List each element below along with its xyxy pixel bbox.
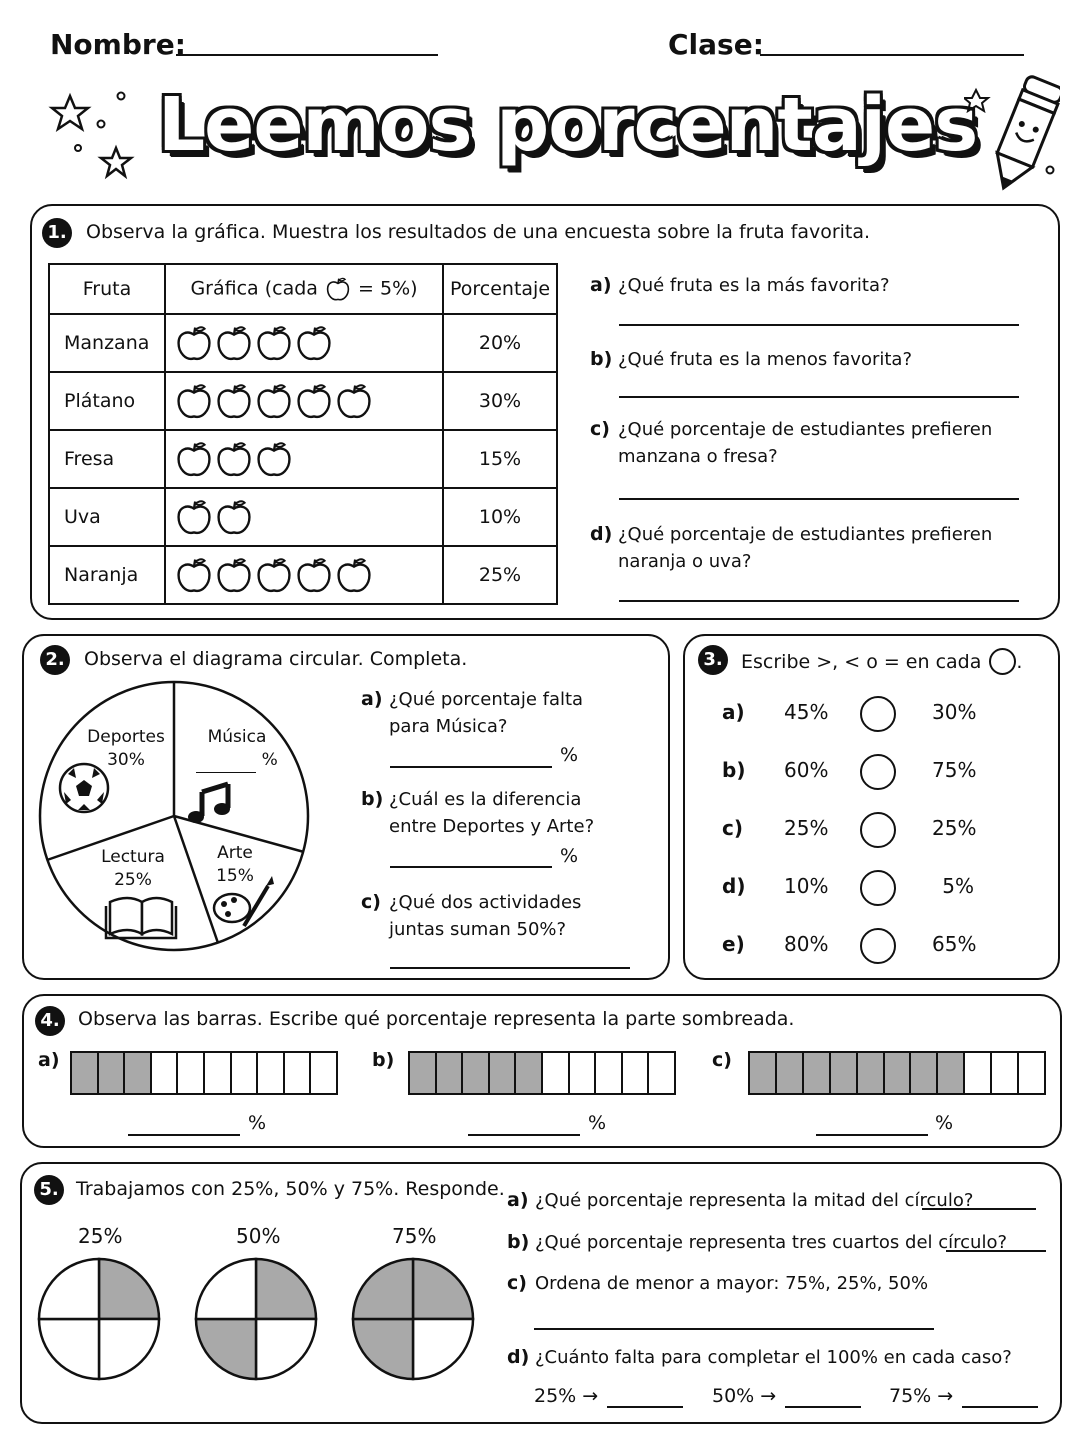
section-3-number: 3. xyxy=(698,645,728,675)
bar-cell-shaded xyxy=(463,1053,490,1093)
comparison-left-value: 25% xyxy=(784,816,829,840)
table-row xyxy=(49,372,557,430)
answer-line-4b[interactable] xyxy=(468,1134,580,1136)
table-row xyxy=(49,314,557,372)
question-letter: d) xyxy=(507,1346,530,1368)
comparison-letter: c) xyxy=(722,816,743,840)
bar-cell xyxy=(285,1053,312,1093)
apple-icon xyxy=(216,324,252,362)
apple-icon xyxy=(256,440,292,478)
bar-cell xyxy=(232,1053,259,1093)
bar-cell-shaded xyxy=(885,1053,912,1093)
bar-letter-c: c) xyxy=(712,1049,732,1071)
complete-25: 25% → xyxy=(534,1385,599,1407)
s2-question-a xyxy=(361,686,589,740)
bar-letter-b: b) xyxy=(372,1049,395,1071)
comparison-letter: e) xyxy=(722,932,745,956)
comparison-left-value: 45% xyxy=(784,700,829,724)
comparison-right-value: 5% xyxy=(942,874,974,898)
answer-line-5c[interactable] xyxy=(534,1328,934,1330)
comparison-right-value: 75% xyxy=(932,758,977,782)
comparison-answer-circle[interactable] xyxy=(860,928,896,964)
pie-slice-label: Música xyxy=(207,727,267,747)
pie-slice-value: 25% xyxy=(114,870,152,890)
answer-line-5d-50[interactable] xyxy=(785,1406,861,1408)
question-letter: a) xyxy=(590,274,612,296)
section-1-instruction: Observa la gráfica. Muestra los resultados de una encuesta sobre la fruta favorita. xyxy=(86,221,871,243)
header-graph xyxy=(165,264,443,314)
bar-b xyxy=(408,1051,676,1095)
apple-key-icon xyxy=(326,276,350,302)
circle-label-75: 75% xyxy=(392,1224,437,1248)
bar-cell xyxy=(1019,1053,1044,1093)
question-text: ¿Qué dos actividades juntas suman 50%? xyxy=(389,892,582,940)
quadrant-shaded xyxy=(196,1319,256,1379)
bar-cell xyxy=(596,1053,623,1093)
quadrant-shaded xyxy=(353,1319,413,1379)
answer-line-4c[interactable] xyxy=(816,1134,928,1136)
musica-answer-blank[interactable] xyxy=(196,749,256,773)
pie-chart xyxy=(38,680,312,954)
comparison-letter: d) xyxy=(722,874,746,898)
class-label: Clase: xyxy=(668,28,764,61)
bar-cell-shaded xyxy=(938,1053,965,1093)
circle-symbol-icon xyxy=(989,648,1016,675)
unit-4a: % xyxy=(248,1112,267,1134)
section-4-number: 4. xyxy=(35,1006,65,1036)
bar-cell-shaded xyxy=(777,1053,804,1093)
fruit-percent: 30% xyxy=(443,372,557,430)
pie-label-lectura xyxy=(96,846,170,892)
page-title: Leemos porcentajes xyxy=(158,82,978,168)
header-percent: Porcentaje xyxy=(443,264,557,314)
question-text: ¿Qué fruta es la menos favorita? xyxy=(618,349,913,370)
pie-slice-label: Arte xyxy=(217,843,253,863)
apple-icon xyxy=(256,382,292,420)
bar-cell-shaded xyxy=(858,1053,885,1093)
quadrant xyxy=(39,1259,99,1319)
unit-2b: % xyxy=(560,845,579,867)
fraction-circle-25 xyxy=(36,1256,162,1382)
s5-question-a xyxy=(507,1187,973,1214)
comparison-answer-circle[interactable] xyxy=(860,870,896,906)
apple-icon xyxy=(296,382,332,420)
comparison-left-value: 10% xyxy=(784,874,829,898)
fruit-percent: 10% xyxy=(443,488,557,546)
quadrant xyxy=(39,1319,99,1379)
fraction-circle-50 xyxy=(193,1256,319,1382)
answer-line-2c[interactable] xyxy=(390,967,630,969)
apple-icon xyxy=(176,382,212,420)
apple-icons xyxy=(165,546,443,604)
bar-cell-shaded xyxy=(490,1053,517,1093)
book-icon xyxy=(106,898,176,938)
bar-letter-a: a) xyxy=(38,1049,60,1071)
pie-label-arte xyxy=(208,842,262,888)
question-letter: a) xyxy=(361,688,383,710)
fruit-name: Uva xyxy=(49,488,165,546)
quadrant-shaded xyxy=(413,1259,473,1319)
apple-icon xyxy=(176,440,212,478)
s5-question-b xyxy=(507,1229,1007,1256)
bar-cell xyxy=(570,1053,597,1093)
question-letter: c) xyxy=(361,891,381,913)
fruit-percent: 20% xyxy=(443,314,557,372)
circle-label-50: 50% xyxy=(236,1224,281,1248)
apple-icon xyxy=(296,556,332,594)
question-text: ¿Cuál es la diferencia entre Deportes y Arte? xyxy=(389,789,595,837)
answer-line-4a[interactable] xyxy=(128,1134,240,1136)
answer-line-1b[interactable] xyxy=(619,396,1019,398)
apple-icons xyxy=(165,430,443,488)
s2-question-b xyxy=(361,786,609,840)
fruit-name: Fresa xyxy=(49,430,165,488)
pie-label-deportes xyxy=(78,726,174,772)
apple-icon xyxy=(176,556,212,594)
section-1-number: 1. xyxy=(42,218,72,248)
bar-a xyxy=(70,1051,338,1095)
bar-cell xyxy=(178,1053,205,1093)
answer-line-2b[interactable] xyxy=(390,866,552,868)
fruit-name: Manzana xyxy=(49,314,165,372)
pie-slice-value: 30% xyxy=(107,750,145,770)
bar-cell xyxy=(311,1053,336,1093)
question-text: ¿Qué porcentaje representa tres cuartos del círculo? xyxy=(535,1232,1008,1253)
bar-cell-shaded xyxy=(831,1053,858,1093)
answer-line-1c[interactable] xyxy=(619,498,1019,500)
bar-cell xyxy=(258,1053,285,1093)
question-text: ¿Qué fruta es la más favorita? xyxy=(618,275,890,296)
apple-icon xyxy=(296,324,332,362)
section-2-instruction: Observa el diagrama circular. Completa. xyxy=(84,648,468,670)
stars-decoration-icon xyxy=(48,88,158,188)
fruit-percent: 25% xyxy=(443,546,557,604)
pie-slice-value: % xyxy=(261,750,278,770)
fraction-circle-75 xyxy=(350,1256,476,1382)
complete-75: 75% → xyxy=(889,1385,954,1407)
complete-50: 50% → xyxy=(712,1385,777,1407)
answer-line-1d[interactable] xyxy=(619,600,1019,602)
quadrant-shaded xyxy=(353,1259,413,1319)
answer-line-5d-75[interactable] xyxy=(962,1406,1038,1408)
s1-question-d xyxy=(590,521,1020,575)
question-text: ¿Qué porcentaje falta para Música? xyxy=(389,689,584,737)
bar-cell-shaded xyxy=(125,1053,152,1093)
table-row xyxy=(49,430,557,488)
answer-line-5d-25[interactable] xyxy=(607,1406,683,1408)
name-label: Nombre: xyxy=(50,28,186,61)
unit-4b: % xyxy=(588,1112,607,1134)
pie-slice-label: Lectura xyxy=(101,847,165,867)
s2-question-c xyxy=(361,889,589,943)
bar-cell-shaded xyxy=(516,1053,543,1093)
quadrant-shaded xyxy=(99,1259,159,1319)
apple-icon xyxy=(216,556,252,594)
table-row xyxy=(49,488,557,546)
comparison-answer-circle[interactable] xyxy=(860,812,896,848)
bar-cell xyxy=(649,1053,674,1093)
quadrant xyxy=(99,1319,159,1379)
bar-cell xyxy=(992,1053,1019,1093)
quadrant xyxy=(413,1319,473,1379)
question-letter: b) xyxy=(590,348,613,370)
question-letter: c) xyxy=(507,1272,527,1294)
question-text: Ordena de menor a mayor: 75%, 25%, 50% xyxy=(535,1273,929,1294)
unit-4c: % xyxy=(935,1112,954,1134)
question-text: ¿Qué porcentaje de estudiantes prefieren naranja o uva? xyxy=(618,524,993,572)
apple-icon xyxy=(336,382,372,420)
question-text: ¿Cuánto falta para completar el 100% en cada caso? xyxy=(535,1347,1012,1368)
quadrant xyxy=(196,1259,256,1319)
bar-cell-shaded xyxy=(750,1053,777,1093)
pie-slice-answer xyxy=(192,749,282,773)
apple-icons xyxy=(165,372,443,430)
header-graph-label: Gráfica (cada xyxy=(190,277,318,300)
instruction-text: Escribe >, < o = en cada xyxy=(741,650,982,673)
pictograph-table xyxy=(48,263,558,605)
section-2-number: 2. xyxy=(40,645,70,675)
apple-icon xyxy=(256,324,292,362)
section-3-instruction xyxy=(741,648,1022,675)
answer-line-2a[interactable] xyxy=(390,766,552,768)
apple-icon xyxy=(216,498,252,536)
bar-cell-shaded xyxy=(911,1053,938,1093)
s5-question-c xyxy=(507,1270,928,1297)
comparison-answer-circle[interactable] xyxy=(860,754,896,790)
question-letter: a) xyxy=(507,1189,529,1211)
apple-icon xyxy=(216,382,252,420)
bar-cell xyxy=(152,1053,179,1093)
apple-icon xyxy=(256,556,292,594)
bar-c xyxy=(748,1051,1046,1095)
comparison-letter: b) xyxy=(722,758,746,782)
pie-slice-label: Deportes xyxy=(87,727,165,747)
answer-line-5b[interactable] xyxy=(946,1250,1046,1252)
section-5-number: 5. xyxy=(34,1175,64,1205)
apple-icon xyxy=(176,498,212,536)
bar-cell-shaded xyxy=(410,1053,437,1093)
bar-cell xyxy=(965,1053,992,1093)
apple-icon xyxy=(336,556,372,594)
s1-question-c xyxy=(590,416,1020,470)
section-4-instruction: Observa las barras. Escribe qué porcentaje representa la parte sombreada. xyxy=(78,1008,795,1030)
name-field[interactable] xyxy=(176,54,438,56)
header-fruit: Fruta xyxy=(49,264,165,314)
fruit-name: Naranja xyxy=(49,546,165,604)
pie-slice-value: 15% xyxy=(216,866,254,886)
apple-icons xyxy=(165,314,443,372)
apple-icon xyxy=(176,324,212,362)
s5-question-d xyxy=(507,1344,1012,1371)
bar-cell-shaded xyxy=(804,1053,831,1093)
comparison-right-value: 30% xyxy=(932,700,977,724)
circle-label-25: 25% xyxy=(78,1224,123,1248)
answer-line-5a[interactable] xyxy=(922,1208,1036,1210)
bar-cell-shaded xyxy=(437,1053,464,1093)
comparison-answer-circle[interactable] xyxy=(860,696,896,732)
class-field[interactable] xyxy=(760,54,1024,56)
comparison-left-value: 80% xyxy=(784,932,829,956)
comparison-right-value: 25% xyxy=(932,816,977,840)
bar-cell-shaded xyxy=(99,1053,126,1093)
question-letter: d) xyxy=(590,523,613,545)
question-text: ¿Qué porcentaje de estudiantes prefieren manzana o fresa? xyxy=(618,419,993,467)
question-letter: b) xyxy=(361,788,384,810)
fruit-percent: 15% xyxy=(443,430,557,488)
bar-cell xyxy=(623,1053,650,1093)
fruit-name: Plátano xyxy=(49,372,165,430)
pie-label-musica xyxy=(192,726,282,773)
instruction-end: . xyxy=(1016,650,1023,673)
answer-line-1a[interactable] xyxy=(619,324,1019,326)
unit-2a: % xyxy=(560,744,579,766)
quadrant xyxy=(256,1319,316,1379)
header-graph-key: = 5%) xyxy=(358,277,418,300)
quadrant-shaded xyxy=(256,1259,316,1319)
section-5-instruction: Trabajamos con 25%, 50% y 75%. Responde. xyxy=(76,1178,505,1200)
table-row xyxy=(49,546,557,604)
question-text: ¿Qué porcentaje representa la mitad del círculo? xyxy=(535,1190,974,1211)
s1-question-b xyxy=(590,346,1010,373)
pencil-mascot-icon xyxy=(964,70,1060,200)
comparison-letter: a) xyxy=(722,700,745,724)
comparison-left-value: 60% xyxy=(784,758,829,782)
s1-question-a xyxy=(590,272,1010,299)
question-letter: b) xyxy=(507,1231,530,1253)
apple-icon xyxy=(216,440,252,478)
bar-cell-shaded xyxy=(72,1053,99,1093)
bar-cell xyxy=(205,1053,232,1093)
apple-icons xyxy=(165,488,443,546)
bar-cell xyxy=(543,1053,570,1093)
comparison-right-value: 65% xyxy=(932,932,977,956)
question-letter: c) xyxy=(590,418,610,440)
